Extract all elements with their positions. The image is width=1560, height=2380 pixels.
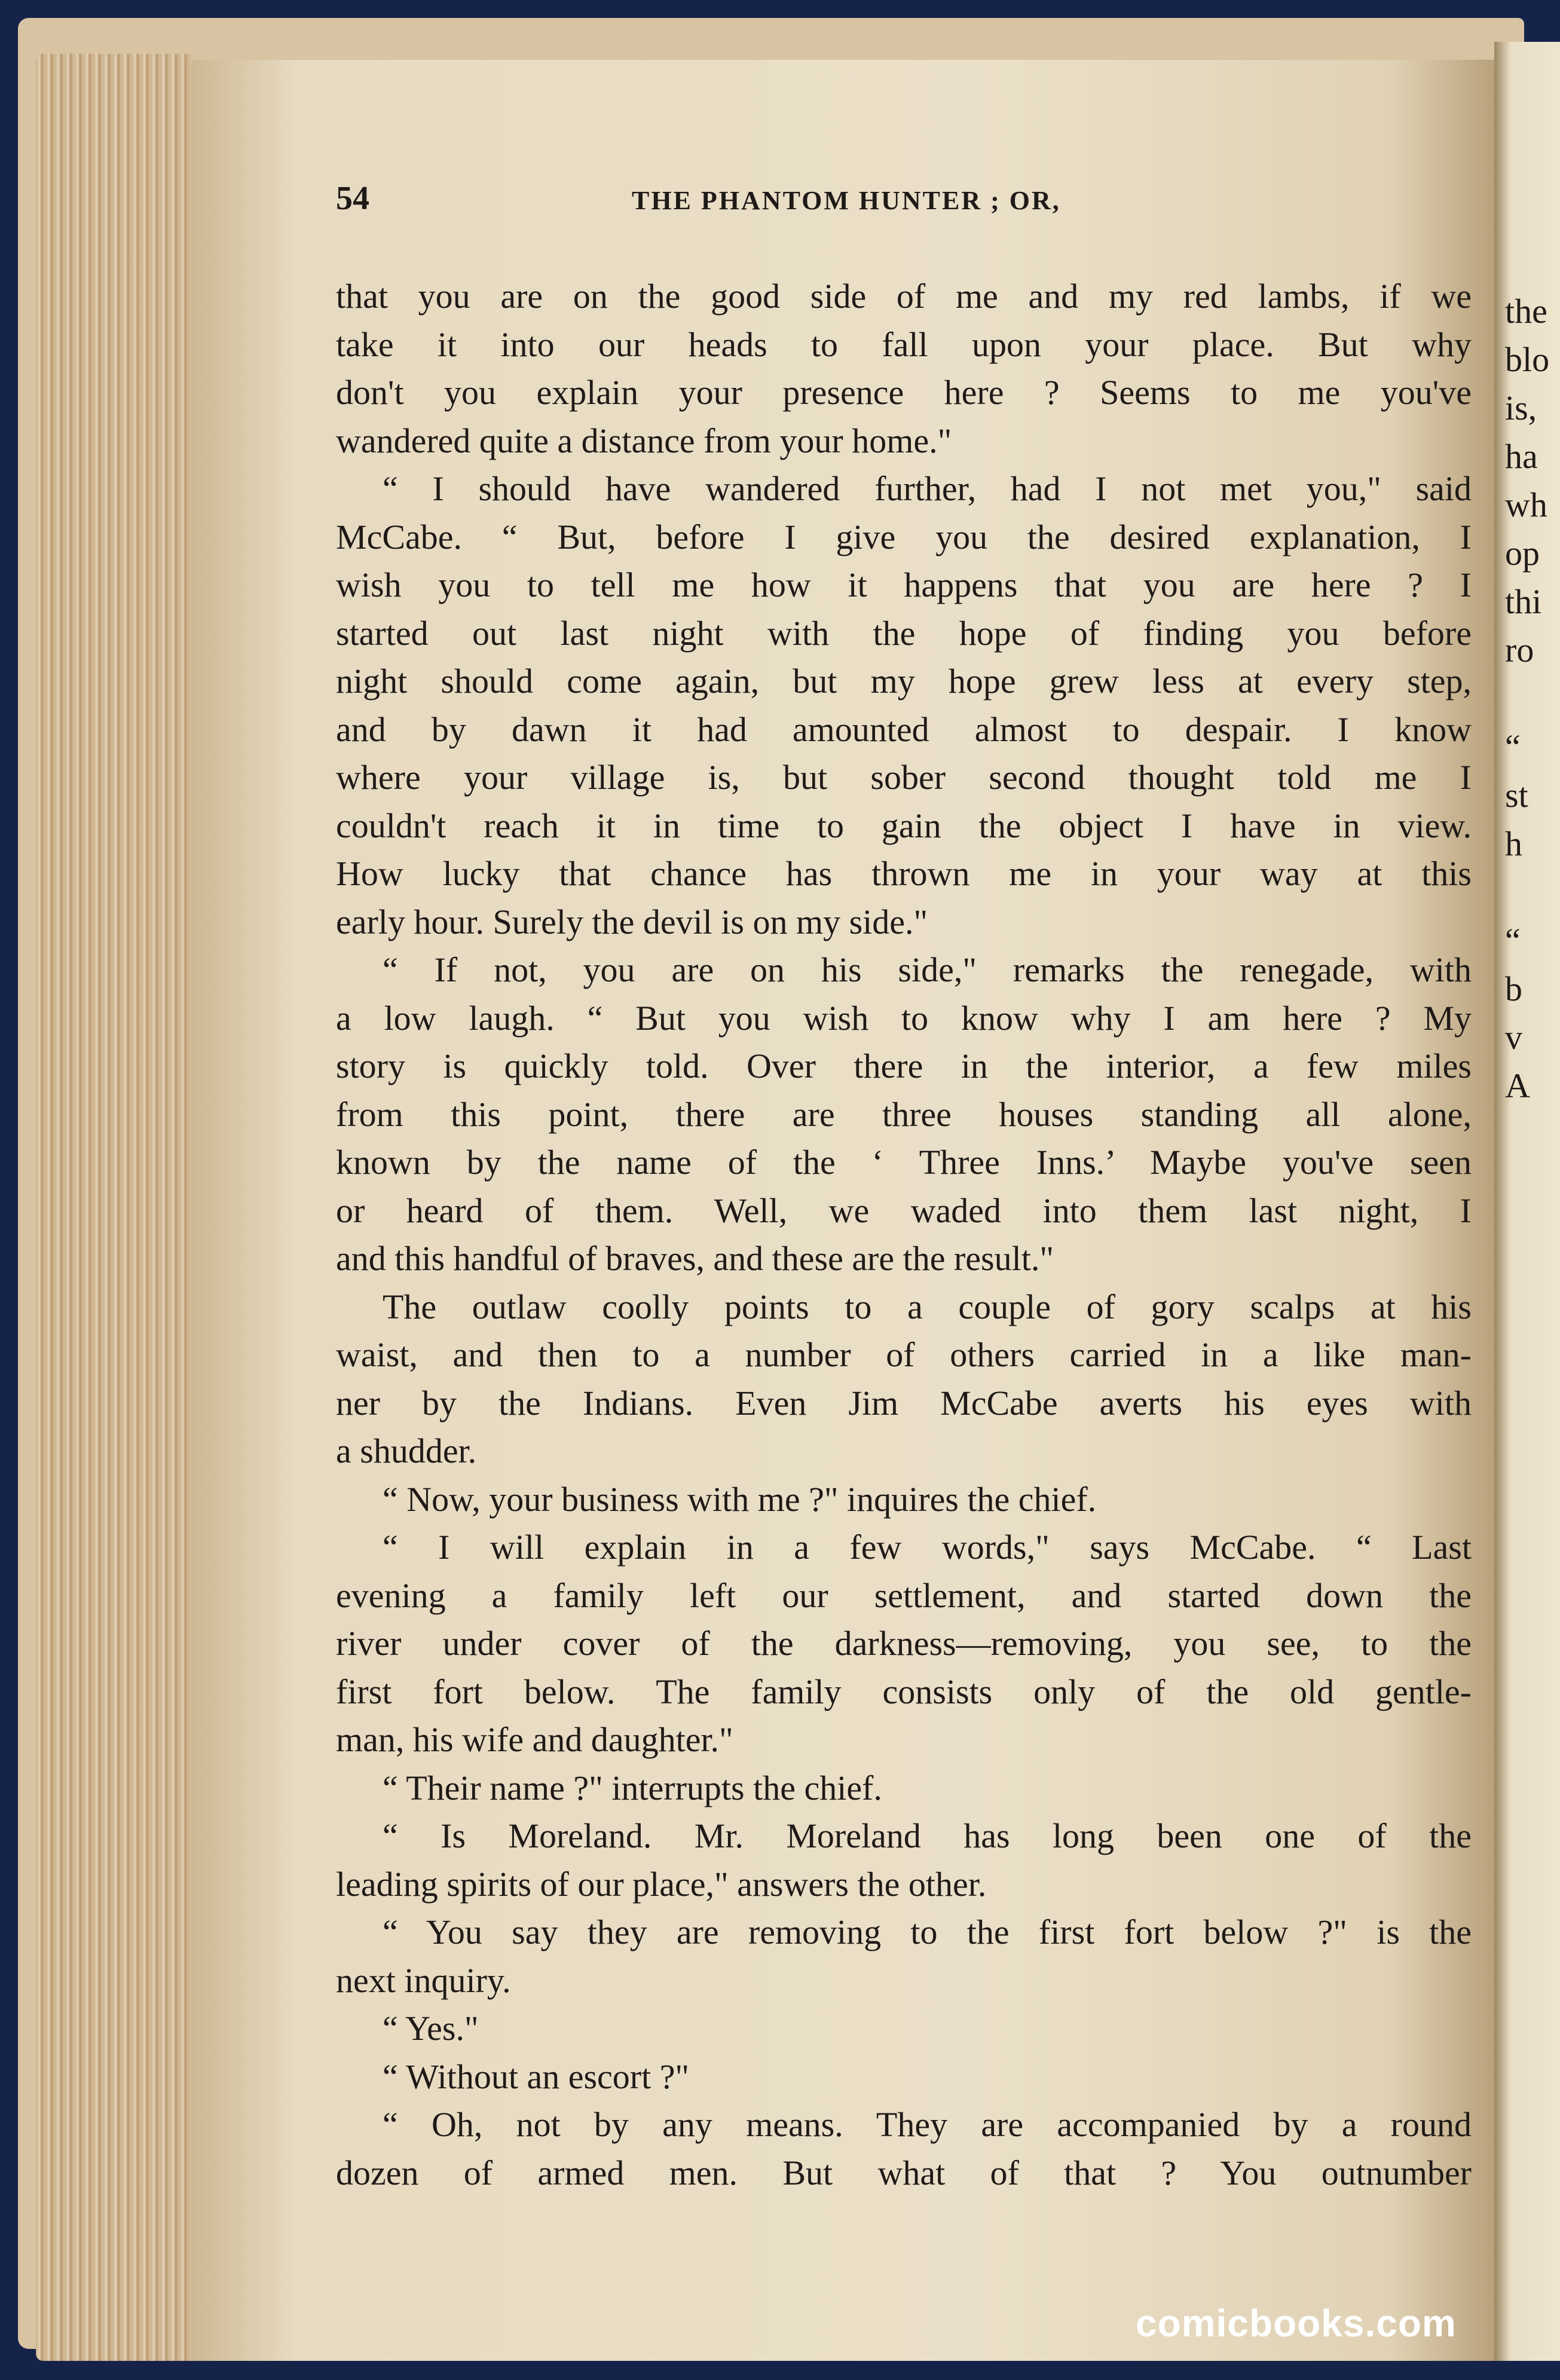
text-line: story is quickly told. Over there in the interior, a few miles: [336, 1047, 1472, 1085]
facing-page-fragment: “: [1505, 921, 1521, 960]
text-line: a shudder.: [336, 1431, 477, 1470]
text-line: evening a family left our settlement, and started down the: [336, 1576, 1472, 1615]
watermark: comicbooks.com: [1136, 2302, 1457, 2345]
text-line: take it into our heads to fall upon your place. But why: [336, 325, 1472, 364]
text-line: How lucky that chance has thrown me in your way at this: [336, 854, 1472, 893]
facing-page-fragment: blo: [1505, 340, 1550, 379]
facing-page-fragment: st: [1505, 776, 1528, 815]
text-line: “ You say they are removing to the first fort below ?" is the: [383, 1913, 1472, 1951]
text-line: or heard of them. Well, we waded into them last night, I: [336, 1191, 1472, 1230]
text-line: couldn't reach it in time to gain the object I have in view.: [336, 806, 1472, 845]
facing-page-fragment: wh: [1505, 485, 1547, 524]
text-line: wish you to tell me how it happens that you are here ? I: [336, 565, 1472, 604]
running-title: THE PHANTOM HUNTER ; OR,: [632, 186, 1061, 215]
facing-page-fragment: b: [1505, 969, 1522, 1008]
text-line: “ Now, your business with me ?" inquires the chief.: [383, 1479, 1097, 1519]
text-line: “ Without an escort ?": [383, 2057, 690, 2096]
text-line: next inquiry.: [336, 1960, 511, 2000]
facing-page-fragment: [1505, 868, 1549, 916]
text-line: and by dawn it had amounted almost to despair. I know: [336, 709, 1472, 749]
text-line: “ I should have wandered further, had I not met you," said: [383, 469, 1472, 508]
text-line: don't you explain your presence here ? Seems to me you've: [336, 373, 1472, 412]
facing-page-fragment: ha: [1505, 437, 1538, 476]
facing-page-fragment: ro: [1505, 631, 1534, 669]
facing-page: [1494, 42, 1560, 2361]
facing-page-fragment: thi: [1505, 582, 1542, 621]
text-line: “ If not, you are on his side," remarks the renegade, with: [383, 950, 1472, 989]
body-text: [336, 273, 1472, 2197]
facing-page-fragment: [1505, 674, 1549, 723]
facing-page-fragment: h: [1505, 824, 1522, 863]
facing-page-fragment: v: [1505, 1018, 1522, 1057]
text-line: man, his wife and daughter.": [336, 1720, 733, 1759]
text-line: where your village is, but sober second thought told me I: [336, 758, 1472, 797]
text-line: McCabe. “ But, before I give you the desired explanation, I: [336, 517, 1472, 556]
text-line: early hour. Surely the devil is on my side.": [336, 902, 928, 941]
text-line: from this point, there are three houses standing all alone,: [336, 1094, 1472, 1134]
text-line: wandered quite a distance from your home.": [336, 421, 952, 460]
facing-page-text: [1505, 287, 1549, 1110]
text-line: river under cover of the darkness—removing, you see, to the: [336, 1624, 1472, 1663]
facing-page-fragment: op: [1505, 534, 1540, 573]
text-line: started out last night with the hope of finding you before: [336, 613, 1472, 653]
facing-page-fragment: “: [1505, 727, 1521, 766]
text-line: “ Their name ?" interrupts the chief.: [383, 1768, 882, 1807]
text-line: “ Oh, not by any means. They are accompanied by a round: [383, 2105, 1472, 2144]
facing-page-fragment: the: [1505, 292, 1547, 331]
text-line: The outlaw coolly points to a couple of gory scalps at his: [383, 1287, 1472, 1326]
text-line: waist, and then to a number of others carried in a like man-: [336, 1335, 1472, 1374]
page-edges: [36, 54, 191, 2361]
text-line: “ I will explain in a few words," says McCabe. “ Last: [383, 1528, 1472, 1567]
text-line: dozen of armed men. But what of that ? You outnumber: [336, 2153, 1472, 2192]
text-line: ner by the Indians. Even Jim McCabe averts his eyes with: [336, 1383, 1472, 1423]
text-line: first fort below. The family consists only of the old gentle-: [336, 1672, 1472, 1711]
text-line: known by the name of the ‘ Three Inns.’ Maybe you've seen: [336, 1143, 1472, 1182]
page-number: 54: [336, 180, 369, 217]
text-line: “ Yes.": [383, 2009, 479, 2048]
text-line: night should come again, but my hope grew less at every step,: [336, 662, 1472, 700]
page-header: [336, 179, 1472, 227]
text-line: “ Is Moreland. Mr. Moreland has long been one of the: [383, 1816, 1472, 1855]
text-line: a low laugh. “ But you wish to know why I am here ? My: [336, 998, 1472, 1038]
facing-page-fragment: A: [1505, 1066, 1530, 1105]
text-line: that you are on the good side of me and my red lambs, if we: [336, 277, 1472, 316]
text-line: leading spirits of our place," answers the other.: [336, 1864, 987, 1904]
facing-page-fragment: is,: [1505, 388, 1537, 427]
text-line: and this handful of braves, and these are the result.": [336, 1239, 1054, 1278]
